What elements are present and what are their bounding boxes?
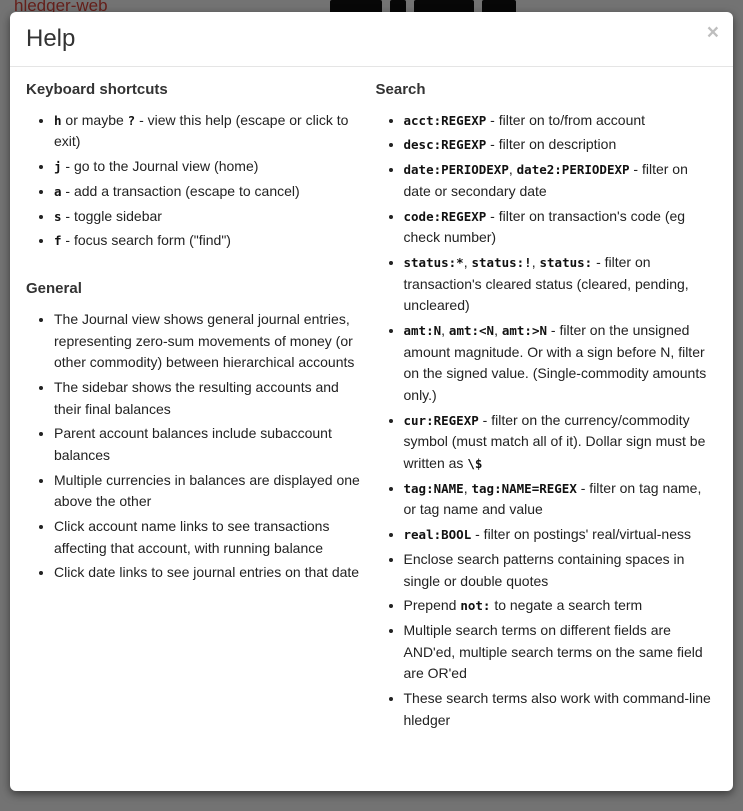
right-column — [368, 75, 718, 735]
code-token: cur:REGEXP — [403, 412, 479, 428]
bullet-list — [368, 110, 712, 732]
list-item — [404, 134, 712, 156]
bullet-list — [18, 110, 362, 252]
text-segment: - filter on transaction's cleared status (cleared, pending, uncleared) — [403, 253, 689, 314]
code-token: a — [54, 183, 62, 199]
list-item — [54, 181, 362, 203]
code-token: real:BOOL — [403, 527, 472, 543]
text-segment: The Journal view shows general journal entries, representing zero-sum movements of money (or other commodity) between hierarchical accounts — [54, 310, 355, 371]
list-item — [404, 549, 712, 592]
code-token: desc:REGEXP — [403, 137, 487, 153]
left-column — [18, 75, 368, 735]
list-item — [54, 423, 362, 466]
list-item — [404, 524, 712, 546]
text-segment: , — [463, 253, 472, 270]
modal-title: Help — [26, 25, 76, 52]
section-heading: Search — [375, 80, 426, 98]
text-segment: Click account name links to see transactions affecting that account, with running balance — [54, 518, 330, 556]
list-item — [54, 516, 362, 559]
text-segment: , — [531, 253, 540, 270]
text-segment: , — [463, 479, 472, 496]
code-token: \$ — [467, 456, 483, 472]
text-segment: - filter on the unsigned amount magnitude. Or with a sign before N, filter on the signed value. (Single-commodity amounts only.) — [403, 321, 707, 404]
code-token: j — [54, 159, 62, 175]
section-heading: General — [26, 279, 82, 297]
list-item — [404, 159, 712, 202]
code-token: h — [54, 112, 62, 128]
code-token: status: — [539, 254, 593, 270]
text-segment: These search terms also work with command-line hledger — [403, 689, 711, 728]
text-segment: - filter on to/from account — [486, 111, 646, 128]
code-token: date2:PERIODEXP — [516, 162, 630, 178]
text-segment: - filter on description — [486, 136, 617, 153]
list-item — [54, 156, 362, 178]
list-item — [404, 110, 712, 132]
close-icon[interactable]: × — [706, 21, 719, 44]
section-heading: Keyboard shortcuts — [26, 80, 168, 98]
text-segment: to negate a search term — [490, 597, 643, 614]
text-segment: Multiple currencies in balances are displayed one above the other — [54, 471, 360, 510]
modal-header — [10, 12, 733, 67]
bullet-list — [18, 309, 362, 584]
text-segment: - go to the Journal view (home) — [61, 158, 259, 175]
code-token: acct:REGEXP — [403, 112, 487, 128]
list-item — [54, 230, 362, 252]
text-segment: - filter on tag name, or tag name and value — [403, 479, 702, 518]
list-item — [404, 620, 712, 685]
text-segment: - filter on the currency/commodity symbol (must match all of it). Dollar sign must be written as — [403, 411, 706, 472]
list-item — [404, 688, 712, 731]
code-token: amt:>N — [501, 322, 548, 338]
text-segment: - filter on postings' real/virtual-ness — [471, 526, 691, 543]
code-token: status:! — [471, 254, 532, 270]
text-segment: - toggle sidebar — [61, 207, 162, 224]
text-segment: - view this help (escape or click to exit) — [54, 111, 349, 150]
help-modal — [10, 12, 733, 791]
code-token: tag:NAME=REGEX — [471, 480, 577, 496]
text-segment: Multiple search terms on different fields are AND'ed, multiple search terms on the same field are OR'ed — [403, 621, 703, 682]
text-segment: The sidebar shows the resulting accounts and their final balances — [54, 378, 339, 417]
text-segment: , — [508, 161, 517, 178]
text-segment: - focus search form ("find") — [61, 232, 231, 249]
code-token: amt:<N — [448, 322, 495, 338]
text-segment: Prepend — [403, 597, 461, 614]
list-item — [404, 595, 712, 617]
text-segment: - filter on date or secondary date — [403, 161, 688, 199]
list-item — [404, 320, 712, 407]
list-item — [54, 110, 362, 153]
code-token: code:REGEXP — [403, 208, 487, 224]
text-segment: or maybe — [61, 111, 128, 128]
modal-body — [10, 67, 733, 753]
list-item — [54, 377, 362, 420]
code-token: ? — [127, 112, 136, 128]
text-segment: , — [441, 321, 449, 338]
list-item — [404, 206, 712, 249]
text-segment: Enclose search patterns containing spaces in single or double quotes — [403, 550, 685, 589]
text-segment: Parent account balances include subaccount balances — [54, 425, 332, 464]
list-item — [404, 252, 712, 317]
code-token: amt:N — [403, 322, 442, 338]
code-token: f — [54, 233, 62, 249]
text-segment: - filter on transaction's code (eg check number) — [403, 207, 686, 246]
list-item — [54, 206, 362, 228]
code-token: s — [54, 208, 62, 224]
text-segment: Click date links to see journal entries on that date — [54, 564, 360, 581]
list-item — [54, 562, 362, 584]
text-segment: - add a transaction (escape to cancel) — [61, 182, 300, 199]
code-token: status:* — [403, 254, 464, 270]
code-token: tag:NAME — [403, 480, 464, 496]
list-item — [404, 478, 712, 521]
list-item — [54, 309, 362, 374]
code-token: not: — [460, 598, 491, 614]
list-item — [404, 410, 712, 475]
code-token: date:PERIODEXP — [403, 162, 509, 178]
text-segment: , — [494, 321, 502, 338]
list-item — [54, 470, 362, 513]
